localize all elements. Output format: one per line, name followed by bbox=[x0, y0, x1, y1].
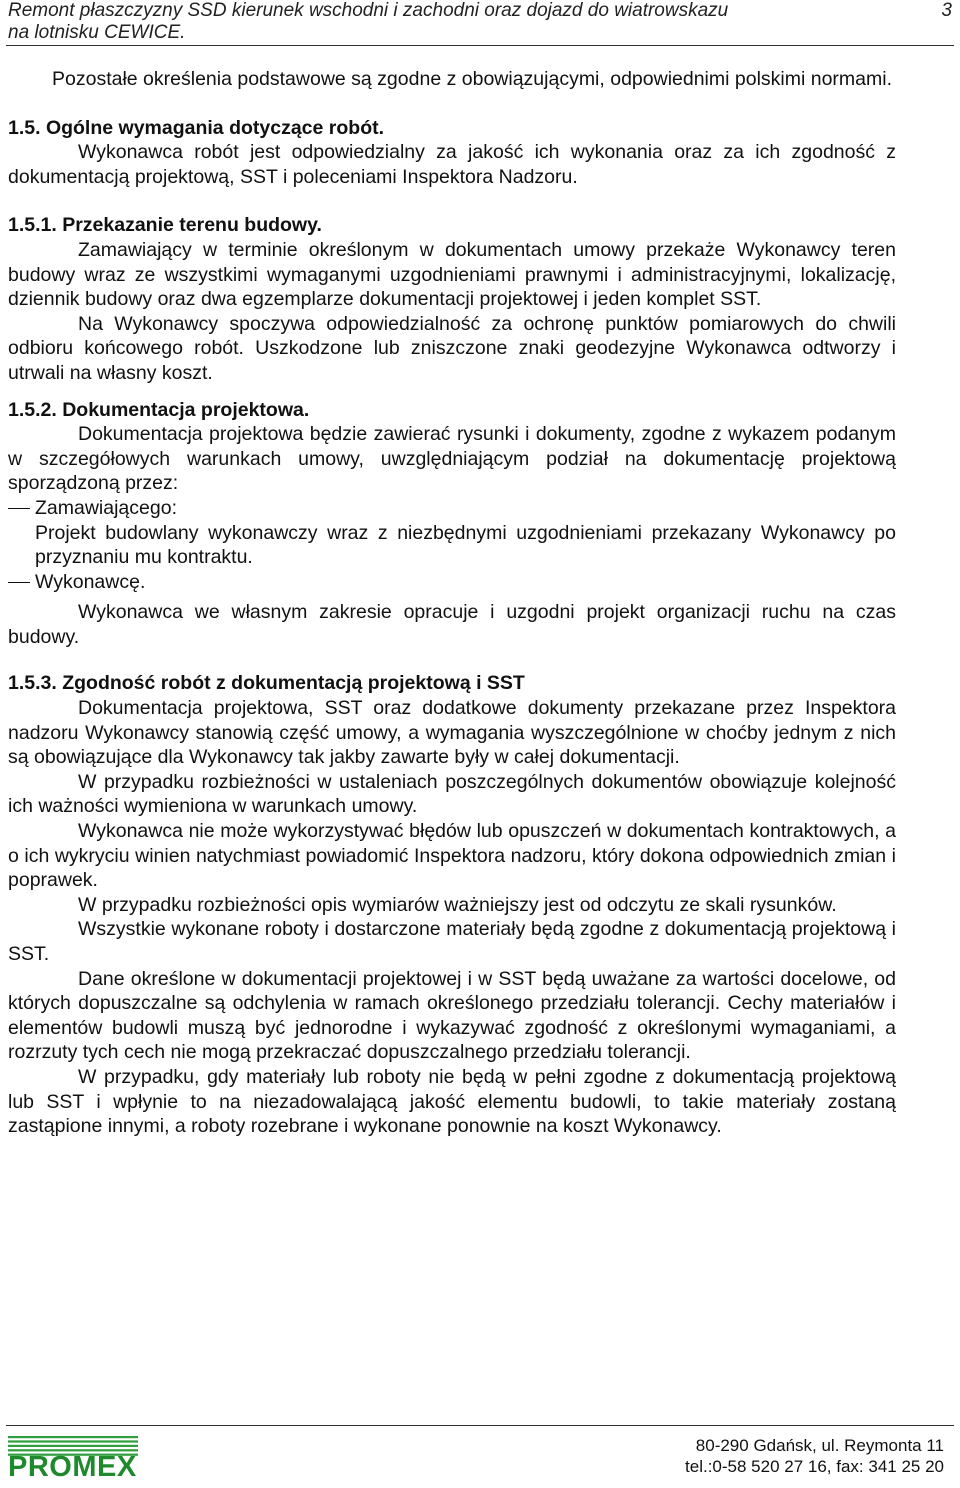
logo-text: PROMEX bbox=[8, 1451, 137, 1483]
page-number: 3 bbox=[941, 0, 952, 21]
section-1-5-3-paragraph-4: W przypadku rozbieżności opis wymiarów ważniejszy jest od odczytu ze skali rysunków. bbox=[78, 893, 837, 916]
address-line-1: 80-290 Gdańsk, ul. Reymonta 11 bbox=[695, 1436, 944, 1455]
section-1-5-3-paragraph-2: W przypadku rozbieżności w ustaleniach poszczególnych dokumentów obowiązuje kolejność ich ważności wymieniona w warunkach umowy. bbox=[8, 770, 896, 818]
promex-logo bbox=[8, 1436, 138, 1482]
intro-paragraph: Pozostałe określenia podstawowe są zgodne z obowiązującymi, odpowiednimi polskimi normami. bbox=[52, 68, 892, 90]
section-1-5-3-paragraph-1: Dokumentacja projektowa, SST oraz dodatkowe dokumenty przekazane przez Inspektora nadzoru Wykonawcy stanowią część umowy, a wymagania wyszczególnione w choćby jednym z nich są obowiązujące dla Wykonawcy tak jakby zawarte były w całej dokumentacji. bbox=[8, 697, 896, 769]
section-1-5-3-paragraph-5: Wszystkie wykonane roboty i dostarczone materiały będą zgodne z dokumentacją projektową i SST. bbox=[8, 918, 896, 965]
section-1-5-3-paragraph-6: Dane określone w dokumentacji projektowej i w SST będą uważane za wartości docelowe, od których dopuszczalne są odchylenia w ramach określonego przedziału tolerancji. Cechy materiałów i elementów budowli muszą być jednorodne i wykazywać zgodność z określonymi wymaganiami, a rozrzuty tych cech nie mogą przekraczać dopuszczalnego przedziału tolerancji. bbox=[8, 967, 896, 1064]
address-line-2: tel.:0-58 520 27 16, fax: 341 25 20 bbox=[685, 1457, 944, 1476]
section-1-5-3-paragraph-7: W przypadku, gdy materiały lub roboty nie będą w pełni zgodne z dokumentacją projektową lub SST i wpłynie to na niezadowalającą jakość elementu budowli, to takie materiały zostaną zastąpione innymi, a roboty rozebrane i wykonane ponownie na koszt Wykonawcy. bbox=[8, 1065, 896, 1138]
header-title bbox=[8, 0, 868, 44]
list-item-label: Wykonawcę. bbox=[35, 570, 146, 593]
section-1-5-1-paragraph-2: Na Wykonawcy spoczywa odpowiedzialność za ochronę punktów pomiarowych do chwili odbioru końcowego robót. Uszkodzone lub zniszczone znaki geodezyjne Wykonawca odtworzy i utrwali na własny koszt. bbox=[8, 312, 896, 384]
section-1-5-paragraph: Wykonawca robót jest odpowiedzialny za jakość ich wykonania oraz za ich zgodność z dokumentacją projektową, SST i poleceniami Inspektora Nadzoru. bbox=[8, 141, 896, 188]
list-item-label: Zamawiającego: bbox=[35, 496, 177, 519]
header-title-line2: na lotnisku CEWICE. bbox=[8, 22, 186, 43]
footer-divider bbox=[6, 1425, 954, 1426]
section-1-5-2-paragraph-1: Dokumentacja projektowa będzie zawierać rysunki i dokumenty, zgodne z wykazem podanym w szczegółowych warunkach umowy, uwzględniającym podział na dokumentację projektową sporządzoną przez: bbox=[8, 423, 896, 495]
section-1-5-2-heading: 1.5.2. Dokumentacja projektowa. bbox=[8, 398, 310, 421]
footer-address bbox=[685, 1435, 944, 1477]
header-divider bbox=[6, 45, 954, 46]
section-1-5-heading: 1.5. Ogólne wymagania dotyczące robót. bbox=[8, 116, 385, 139]
list-item-text: Projekt budowlany wykonawczy wraz z niezbędnymi uzgodnieniami przekazany Wykonawcy po przyznaniu mu kontraktu. bbox=[35, 521, 896, 569]
section-1-5-1-paragraph-1: Zamawiający w terminie określonym w dokumentach umowy przekaże Wykonawcy teren budowy wraz ze wszystkimi wymaganymi uzgodnieniami prawnymi i administracyjnymi, lokalizację, dziennik budowy oraz dwa egzemplarze dokumentacji projektowej i jeden komplet SST. bbox=[8, 238, 896, 311]
list-item bbox=[8, 496, 896, 521]
section-1-5-3-paragraph-3: Wykonawca nie może wykorzystywać błędów lub opuszczeń w dokumentach kontraktowych, a o ich wykryciu winien natychmiast powiadomić Inspektora nadzoru, który dokona odpowiednich zmian i poprawek. bbox=[8, 820, 896, 892]
section-1-5-1-heading: 1.5.1. Przekazanie terenu budowy. bbox=[8, 214, 322, 237]
header-title-line1: Remont płaszczyzny SSD kierunek wschodni i zachodni oraz dojazd do wiatrowskazu bbox=[8, 0, 729, 21]
section-1-5-3-heading: 1.5.3. Zgodność robót z dokumentacją projektową i SST bbox=[8, 672, 525, 695]
document-body bbox=[8, 67, 896, 1139]
section-1-5-2-paragraph-2: Wykonawca we własnym zakresie opracuje i uzgodni projekt organizacji ruchu na czas budowy. bbox=[8, 601, 896, 648]
list-item bbox=[8, 570, 896, 595]
